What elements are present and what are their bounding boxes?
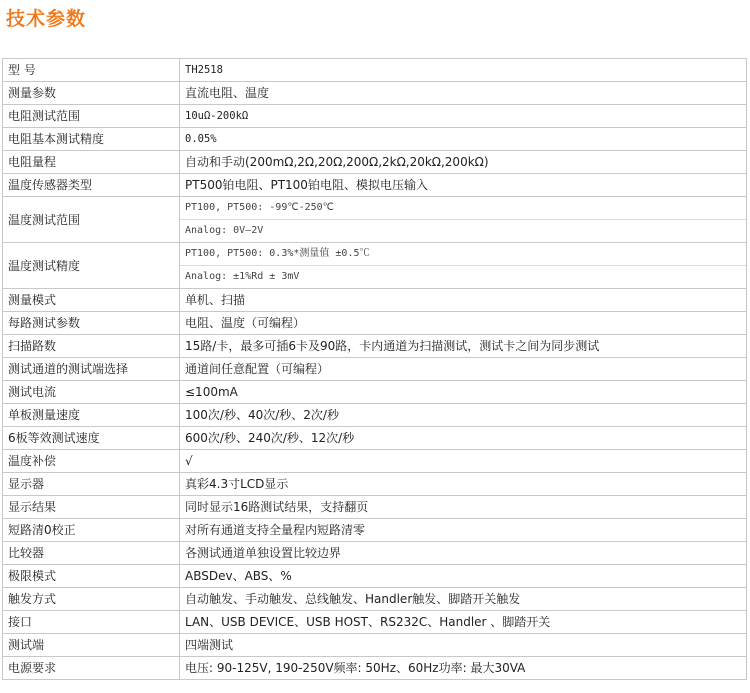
param-value: 电压: 90-125V, 190-250V频率: 50Hz、60Hz功率: 最大30VA <box>180 657 747 680</box>
param-label: 每路测试参数 <box>3 312 180 335</box>
param-label: 测量参数 <box>3 82 180 105</box>
section-heading: 技术参数 <box>6 8 87 30</box>
param-value: 0.05% <box>180 128 747 151</box>
param-label: 单板测量速度 <box>3 404 180 427</box>
param-label: 极限模式 <box>3 565 180 588</box>
table-row <box>3 312 747 335</box>
param-label: 温度测试精度 <box>3 243 180 289</box>
table-row <box>3 82 747 105</box>
param-label: 触发方式 <box>3 588 180 611</box>
param-label: 接口 <box>3 611 180 634</box>
param-value: PT500铂电阻、PT100铂电阻、模拟电压输入 <box>180 174 747 197</box>
param-value: 600次/秒、240次/秒、12次/秒 <box>180 427 747 450</box>
table-row <box>3 611 747 634</box>
param-value: 电阻、温度（可编程） <box>180 312 747 335</box>
param-value: 15路/卡，最多可插6卡及90路，卡内通道为扫描测试，测试卡之间为同步测试 <box>180 335 747 358</box>
table-row <box>3 450 747 473</box>
param-label: 测试电流 <box>3 381 180 404</box>
param-label: 比较器 <box>3 542 180 565</box>
param-value: 同时显示16路测试结果，支持翻页 <box>180 496 747 519</box>
table-row <box>3 105 747 128</box>
table-row <box>3 381 747 404</box>
param-label: 温度测试范围 <box>3 197 180 243</box>
param-label: 显示器 <box>3 473 180 496</box>
param-value-line: PT100, PT500: -99℃-250℃ <box>180 197 746 220</box>
param-label: 短路清0校正 <box>3 519 180 542</box>
param-label: 型 号 <box>3 59 180 82</box>
table-row <box>3 588 747 611</box>
param-value <box>180 197 747 243</box>
spec-table <box>2 58 747 680</box>
param-label: 6板等效测试速度 <box>3 427 180 450</box>
param-label: 电阻测试范围 <box>3 105 180 128</box>
param-value <box>180 243 747 289</box>
param-value: 四端测试 <box>180 634 747 657</box>
table-row <box>3 565 747 588</box>
param-value: TH2518 <box>180 59 747 82</box>
param-value: 真彩4.3寸LCD显示 <box>180 473 747 496</box>
param-value-line: Analog: ±1%Rd ± 3mV <box>185 271 300 282</box>
table-row <box>3 657 747 680</box>
param-value: 100次/秒、40次/秒、2次/秒 <box>180 404 747 427</box>
param-label: 电阻基本测试精度 <box>3 128 180 151</box>
table-row <box>3 496 747 519</box>
table-row <box>3 358 747 381</box>
param-label: 显示结果 <box>3 496 180 519</box>
table-row <box>3 174 747 197</box>
table-row <box>3 542 747 565</box>
table-row <box>3 289 747 312</box>
param-label: 测试端 <box>3 634 180 657</box>
param-value: 单机、扫描 <box>180 289 747 312</box>
param-value: ≤100mA <box>180 381 747 404</box>
param-label: 温度补偿 <box>3 450 180 473</box>
table-row <box>3 404 747 427</box>
table-row <box>3 243 747 289</box>
param-label: 电阻量程 <box>3 151 180 174</box>
table-row <box>3 151 747 174</box>
table-row <box>3 128 747 151</box>
table-row <box>3 197 747 243</box>
param-label: 电源要求 <box>3 657 180 680</box>
spec-table-body <box>3 59 747 680</box>
param-value: 各测试通道单独设置比较边界 <box>180 542 747 565</box>
param-label: 扫描路数 <box>3 335 180 358</box>
table-row <box>3 427 747 450</box>
table-row <box>3 59 747 82</box>
param-value: 自动触发、手动触发、总线触发、Handler触发、脚踏开关触发 <box>180 588 747 611</box>
table-row <box>3 473 747 496</box>
param-value: 自动和手动(200mΩ,2Ω,20Ω,200Ω,2kΩ,20kΩ,200kΩ) <box>180 151 747 174</box>
param-value-line: PT100, PT500: 0.3%*测量值 ±0.5℃ <box>180 243 746 266</box>
param-value: 10uΩ-200kΩ <box>180 105 747 128</box>
param-value: 通道间任意配置（可编程） <box>180 358 747 381</box>
param-value: √ <box>180 450 747 473</box>
param-value: ABSDev、ABS、% <box>180 565 747 588</box>
param-value-line: Analog: 0V—2V <box>185 225 264 236</box>
param-value: 直流电阻、温度 <box>180 82 747 105</box>
table-row <box>3 519 747 542</box>
param-value: 对所有通道支持全量程内短路清零 <box>180 519 747 542</box>
param-label: 测量模式 <box>3 289 180 312</box>
table-row <box>3 335 747 358</box>
param-value: LAN、USB DEVICE、USB HOST、RS232C、Handler 、脚踏开关 <box>180 611 747 634</box>
param-label: 测试通道的测试端选择 <box>3 358 180 381</box>
table-row <box>3 634 747 657</box>
param-label: 温度传感器类型 <box>3 174 180 197</box>
